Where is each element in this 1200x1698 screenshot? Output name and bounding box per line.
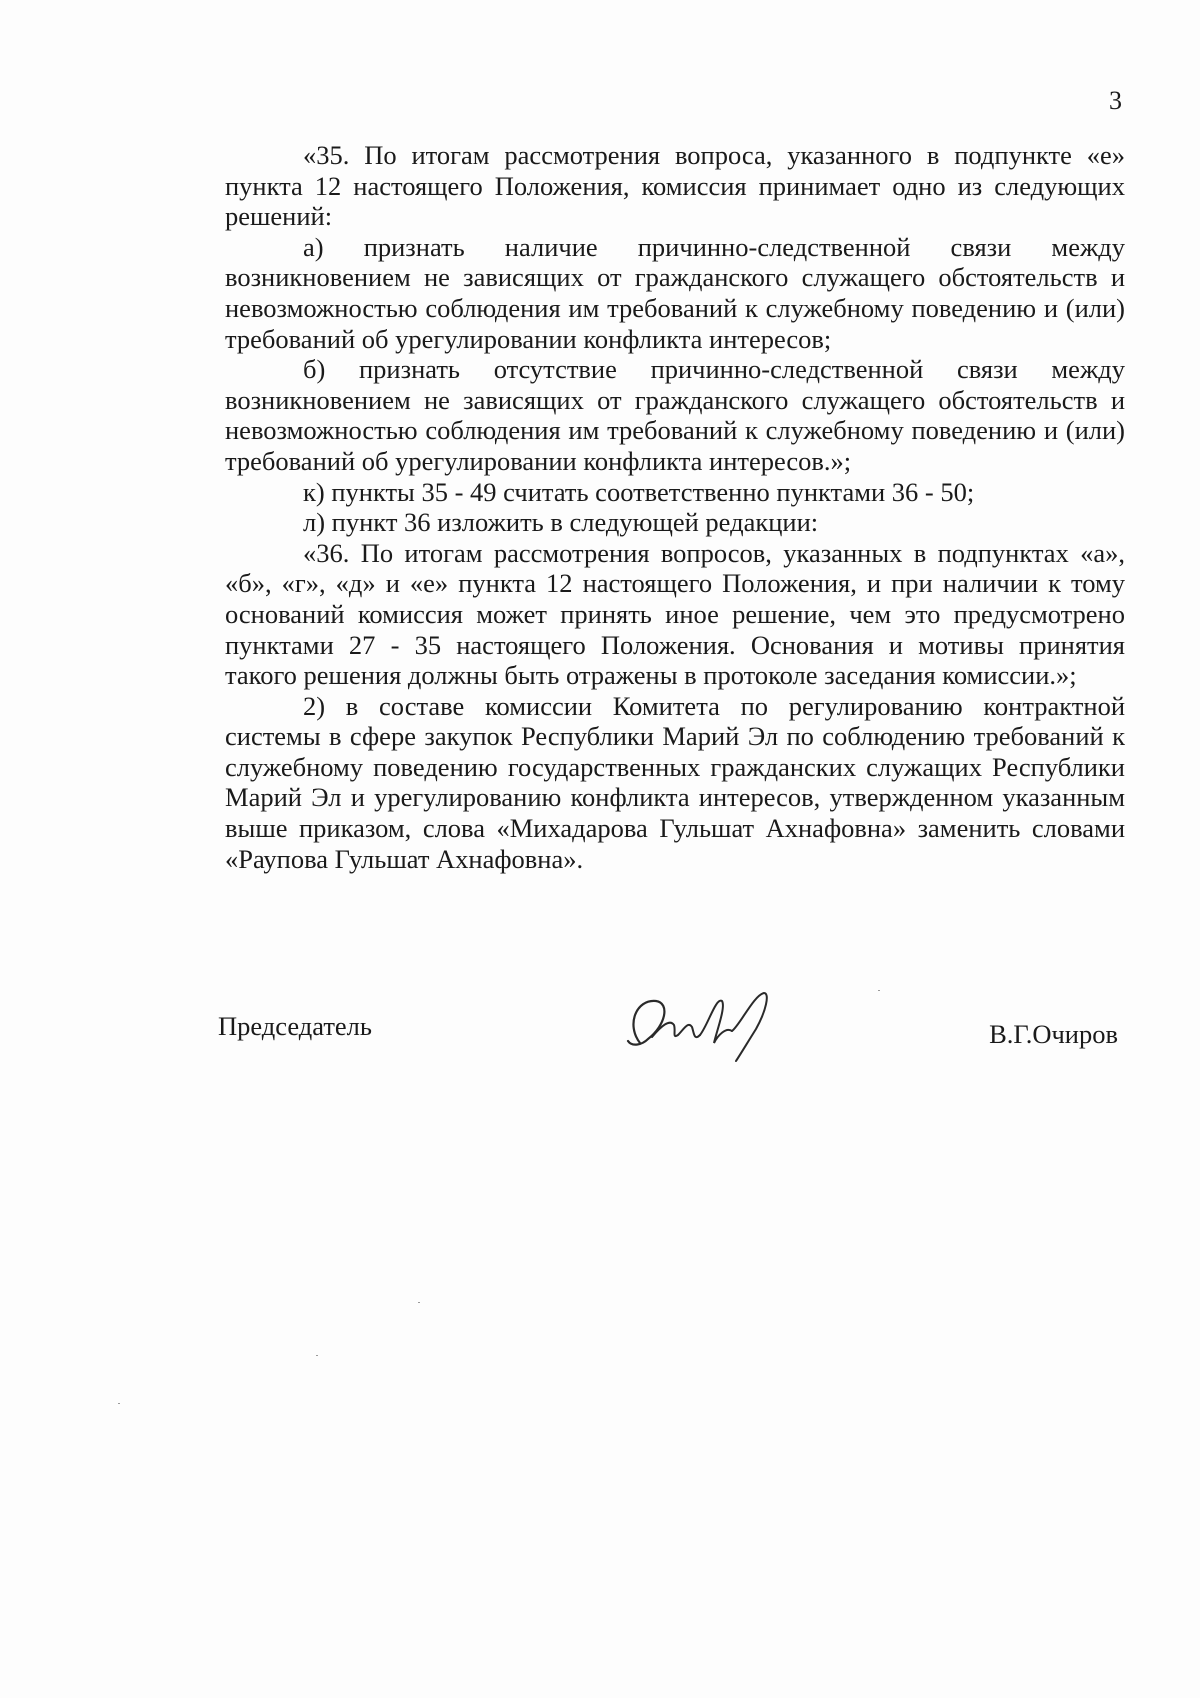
signatory-name: В.Г.Очиров xyxy=(989,1019,1118,1049)
scan-speck xyxy=(118,1403,120,1404)
handwritten-signature xyxy=(618,985,788,1065)
scan-speck xyxy=(316,1355,318,1356)
document-body xyxy=(225,140,1125,874)
paragraph-l: л) пункт 36 изложить в следующей редакции: xyxy=(303,507,819,538)
paragraph-35: «35. По итогам рассмотрения вопроса, указанного в подпункте «е» пункта 12 настоящего Положения, комиссия принимает одно из следующих решений: xyxy=(225,140,1125,232)
scan-speck xyxy=(878,990,880,991)
paragraph-2: 2) в составе комиссии Комитета по регулированию контрактной системы в сфере закупок Республики Марий Эл по соблюдению требований к служебному поведению государственных гражданских служащих Республики Марий Эл и урегулированию конфликта интересов, утвержденном указанным выше приказом, слова «Михадарова Гульшат Ахнафовна» заменить словами «Раупова Гульшат Ахнафовна». xyxy=(225,690,1125,874)
signatory-role: Председатель xyxy=(218,1011,372,1041)
paragraph-35-a: а) признать наличие причинно-следственной связи между возникновением не зависящих от гражданского служащего обстоятельств и невозможностью соблюдения им требований к служебному поведению и (или) требований об урегулировании конфликта интересов; xyxy=(225,231,1125,354)
page-number: 3 xyxy=(1109,86,1122,115)
paragraph-35-b: б) признать отсутствие причинно-следственной связи между возникновением не зависящих от гражданского служащего обстоятельств и невозможностью соблюдения им требований к служебному поведению и (или) требований об урегулировании конфликта интересов.»; xyxy=(225,354,1125,476)
paragraph-36: «36. По итогам рассмотрения вопросов, указанных в подпунктах «а», «б», «г», «д» и «е» пункта 12 настоящего Положения, и при наличии к тому оснований комиссия может принять иное решение, чем это предусмотрено пунктами 27 - 35 настоящего Положения. Основания и мотивы принятия такого решения должны быть отражены в протоколе заседания комиссии.»; xyxy=(225,537,1125,691)
paragraph-k: к) пункты 35 - 49 считать соответственно пунктами 36 - 50; xyxy=(303,476,975,507)
scan-speck xyxy=(418,1302,420,1303)
signature-block xyxy=(218,985,1118,1085)
